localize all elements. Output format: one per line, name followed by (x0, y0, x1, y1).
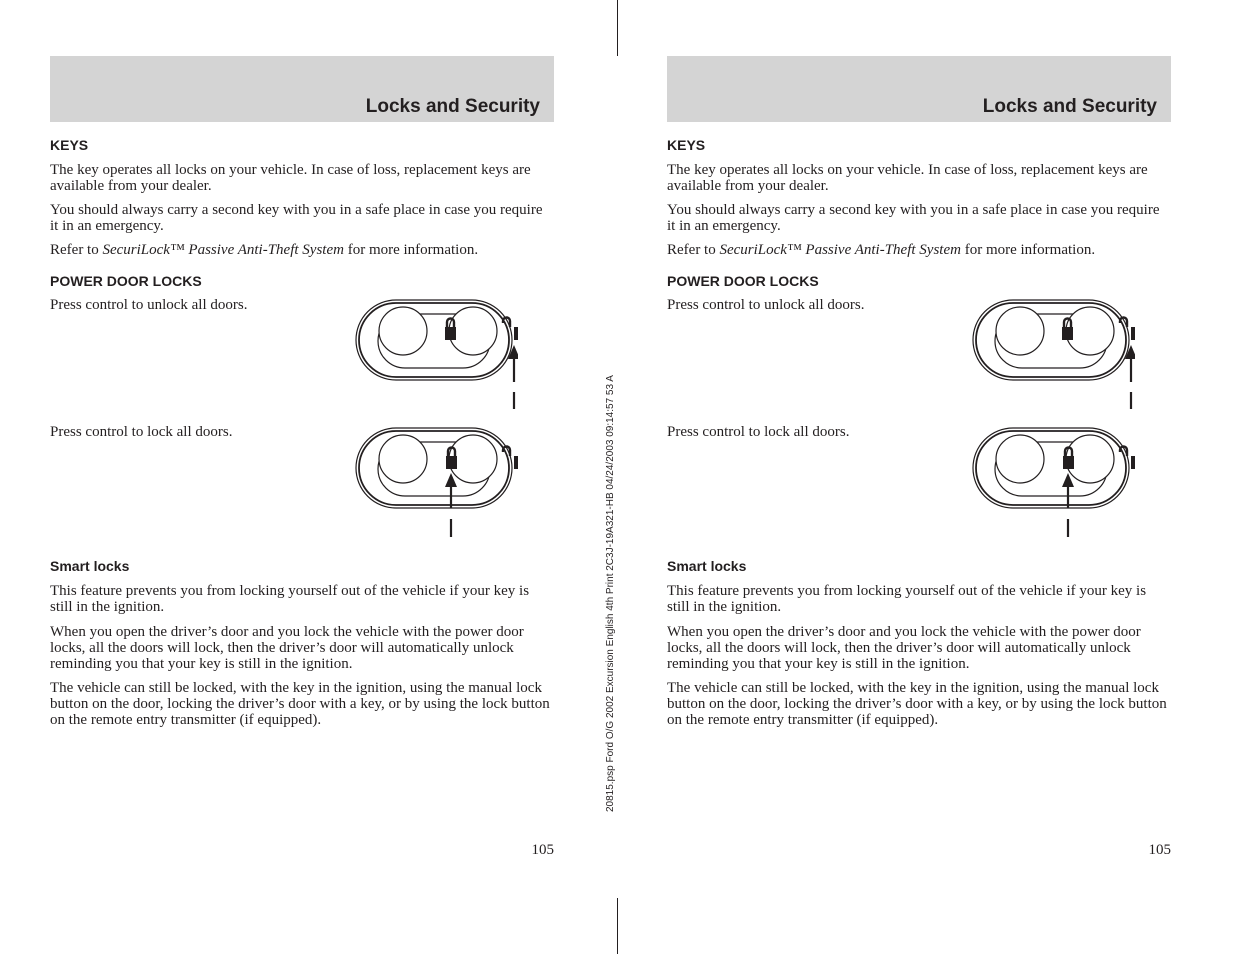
page-left (50, 0, 554, 954)
page-number: 105 (1148, 842, 1171, 858)
smart-locks-heading: Smart locks (50, 558, 130, 574)
smart-locks-paragraph-3: The vehicle can still be locked, with the key in the ignition, using the manual lock button on the door, locking the driver’s door with a key, or by using the lock button on the remote entry transmitter (if equipped). (50, 680, 550, 728)
unlock-instruction: Press control to unlock all doors. (667, 297, 865, 313)
power-door-locks-heading: POWER DOOR LOCKS (50, 273, 202, 289)
smart-locks-paragraph-3: The vehicle can still be locked, with the key in the ignition, using the manual lock button on the door, locking the driver’s door with a key, or by using the lock button on the remote entry transmitter (if equipped). (667, 680, 1167, 728)
keys-paragraph-1: The key operates all locks on your vehicle. In case of loss, replacement keys are available from your dealer. (667, 162, 1148, 194)
smart-locks-paragraph-2: When you open the driver’s door and you lock the vehicle with the power door locks, all the doors will lock, then the driver’s door will automatically unlock reminding you that your key is still in the ignition. (667, 624, 1141, 672)
crop-mark-bottom (617, 898, 618, 954)
lock-instruction: Press control to lock all doors. (50, 424, 233, 440)
keys-heading: KEYS (667, 137, 706, 153)
power-door-locks-heading: POWER DOOR LOCKS (667, 273, 819, 289)
smart-locks-heading: Smart locks (667, 558, 747, 574)
keys-paragraph-3: Refer to SecuriLock™ Passive Anti-Theft System for more information. (667, 242, 1096, 258)
crop-mark-top (617, 0, 618, 56)
header-band (50, 56, 554, 122)
print-slug: 20815.psp Ford O/G 2002 Excursion English 4th Print 2C3J-19A321-HB 04/24/2003 09:14:57 53 A (605, 375, 616, 812)
keys-paragraph-3: Refer to SecuriLock™ Passive Anti-Theft System for more information. (50, 242, 479, 258)
keys-paragraph-2: You should always carry a second key with you in a safe place in case you require it in an emergency. (50, 202, 543, 234)
header-band (667, 56, 1171, 122)
smart-locks-paragraph-2: When you open the driver’s door and you lock the vehicle with the power door locks, all the doors will lock, then the driver’s door will automatically unlock reminding you that your key is still in the ignition. (50, 624, 524, 672)
unlock-control-illustration (971, 298, 1135, 413)
keys-heading: KEYS (50, 137, 89, 153)
smart-locks-paragraph-1: This feature prevents you from locking yourself out of the vehicle if your key is still in the ignition. (667, 583, 1147, 615)
lock-control-illustration (971, 426, 1135, 541)
header-title: Locks and Security (982, 96, 1157, 117)
keys-paragraph-2: You should always carry a second key with you in a safe place in case you require it in an emergency. (667, 202, 1160, 234)
unlock-control-illustration (354, 298, 518, 413)
keys-paragraph-1: The key operates all locks on your vehicle. In case of loss, replacement keys are available from your dealer. (50, 162, 531, 194)
lock-control-illustration (354, 426, 518, 541)
header-title: Locks and Security (365, 96, 540, 117)
page-right (667, 0, 1171, 954)
page-number: 105 (531, 842, 554, 858)
smart-locks-paragraph-1: This feature prevents you from locking yourself out of the vehicle if your key is still in the ignition. (50, 583, 530, 615)
lock-instruction: Press control to lock all doors. (667, 424, 850, 440)
unlock-instruction: Press control to unlock all doors. (50, 297, 248, 313)
